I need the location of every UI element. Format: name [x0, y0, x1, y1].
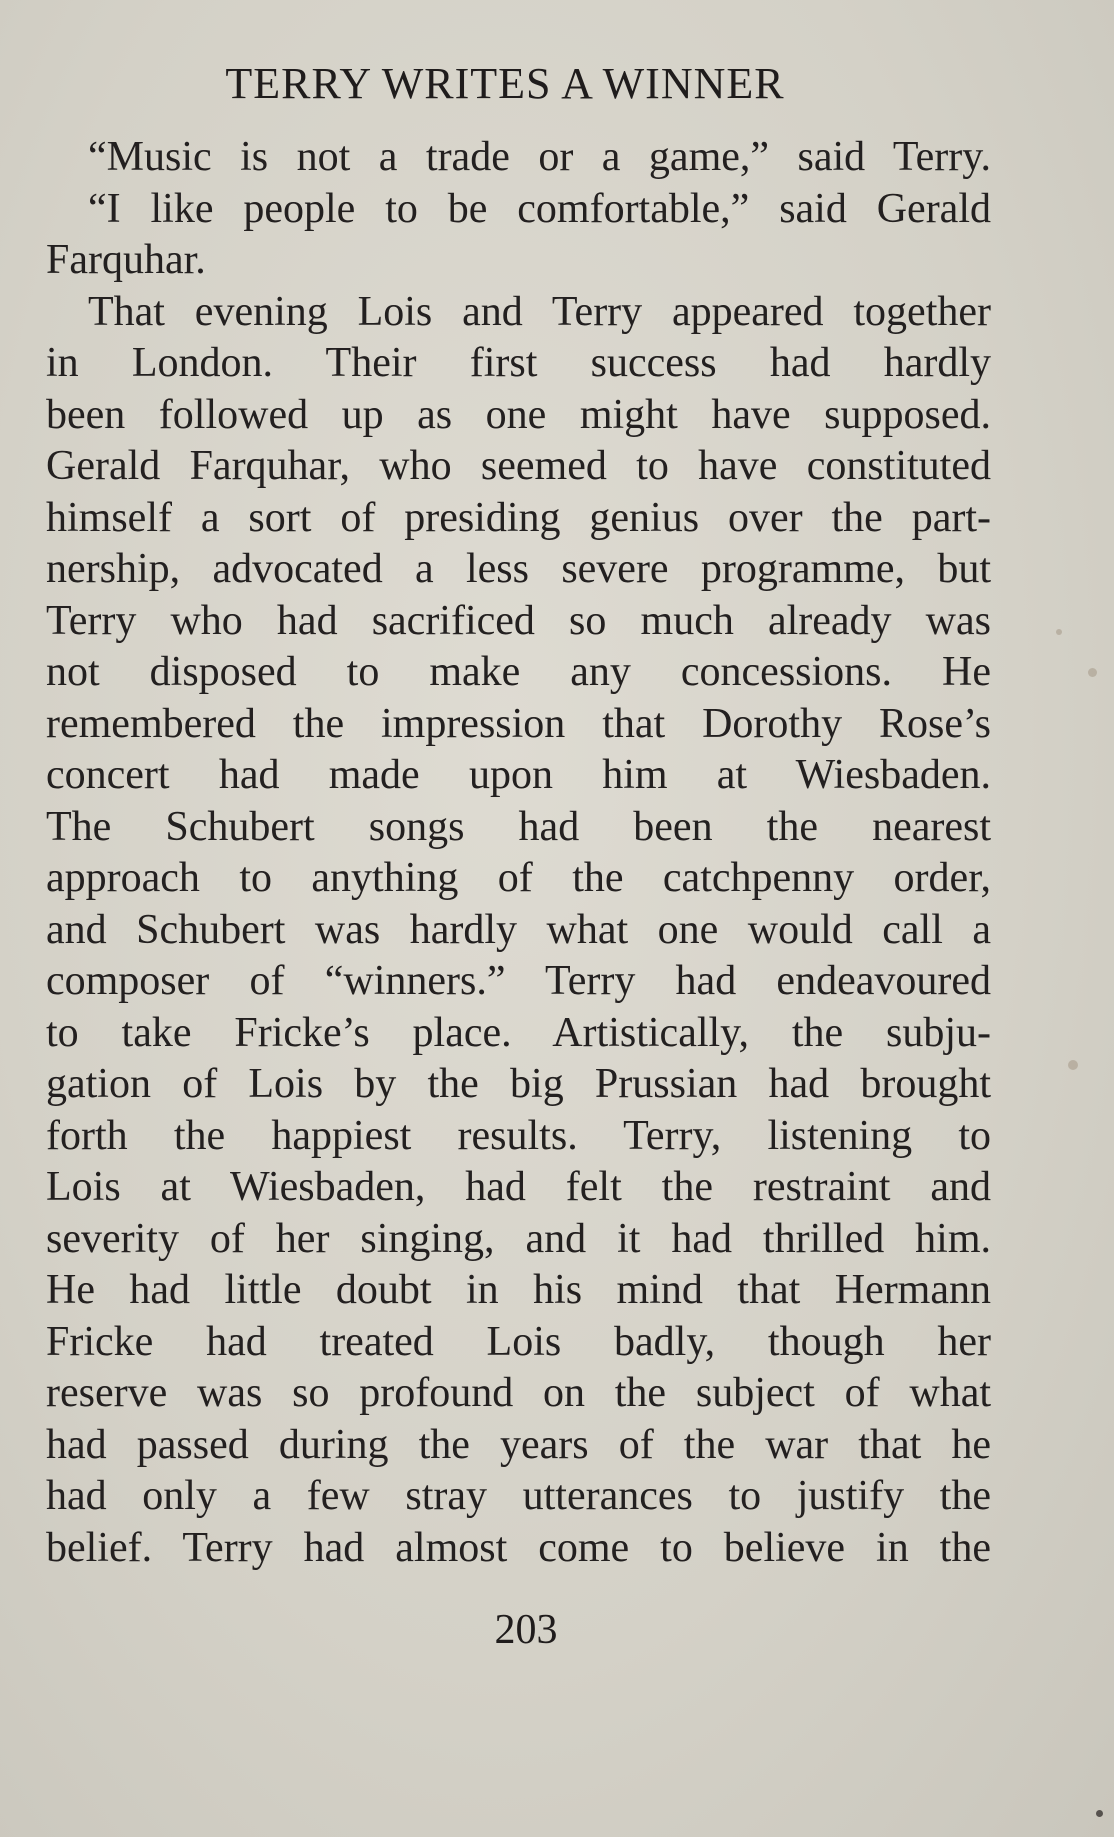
text-line: That evening Lois and Terry appeared together [88, 288, 991, 335]
text-line: The Schubert songs had been the nearest [46, 803, 991, 850]
text-line: composer of “winners.” Terry had endeavoured [46, 958, 991, 1004]
paper-speck [1068, 1060, 1078, 1070]
text-line: approach to anything of the catchpenny order, [46, 855, 991, 901]
text-line: and Schubert was hardly what one would call a [46, 906, 991, 953]
text-line: gation of Lois by the big Prussian had brought [46, 1061, 991, 1107]
page-number: 203 [494, 1607, 558, 1653]
text-line: belief. Terry had almost come to believe in the [46, 1524, 991, 1571]
text-line: “I like people to be comfortable,” said Gerald [88, 185, 991, 232]
text-line: concert had made upon him at Wiesbaden. [46, 752, 991, 798]
paper-speck [1096, 1810, 1103, 1817]
text-line: Fricke had treated Lois badly, though her [46, 1318, 991, 1365]
text-line: forth the happiest results. Terry, listening to [46, 1112, 991, 1159]
text-line: “Music is not a trade or a game,” said Terry. [88, 134, 991, 180]
text-line: severity of her singing, and it had thrilled him. [46, 1215, 991, 1262]
text-line: nership, advocated a less severe programme, but [46, 546, 991, 592]
text-line: Terry who had sacrificed so much already was [46, 597, 991, 644]
text-line: to take Fricke’s place. Artistically, the subju- [46, 1009, 991, 1056]
text-line: in London. Their first success had hardly [46, 340, 991, 386]
paper-speck [1088, 668, 1097, 677]
text-line: himself a sort of presiding genius over the part- [46, 494, 991, 541]
text-line: Farquhar. [46, 237, 206, 283]
text-line: Lois at Wiesbaden, had felt the restraint and [46, 1164, 991, 1210]
paper-speck [1056, 629, 1062, 635]
body-text [46, 132, 991, 1574]
text-line: had only a few stray utterances to justify the [46, 1473, 991, 1519]
text-line: had passed during the years of the war that he [46, 1421, 991, 1468]
text-line: not disposed to make any concessions. He [46, 649, 991, 695]
text-line: been followed up as one might have supposed. [46, 391, 991, 438]
text-line: Gerald Farquhar, who seemed to have constituted [46, 443, 991, 489]
text-line: He had little doubt in his mind that Hermann [46, 1267, 991, 1313]
text-line: remembered the impression that Dorothy Rose’s [46, 700, 991, 747]
running-head: TERRY WRITES A WINNER [225, 59, 785, 108]
text-line: reserve was so profound on the subject of what [46, 1370, 991, 1416]
